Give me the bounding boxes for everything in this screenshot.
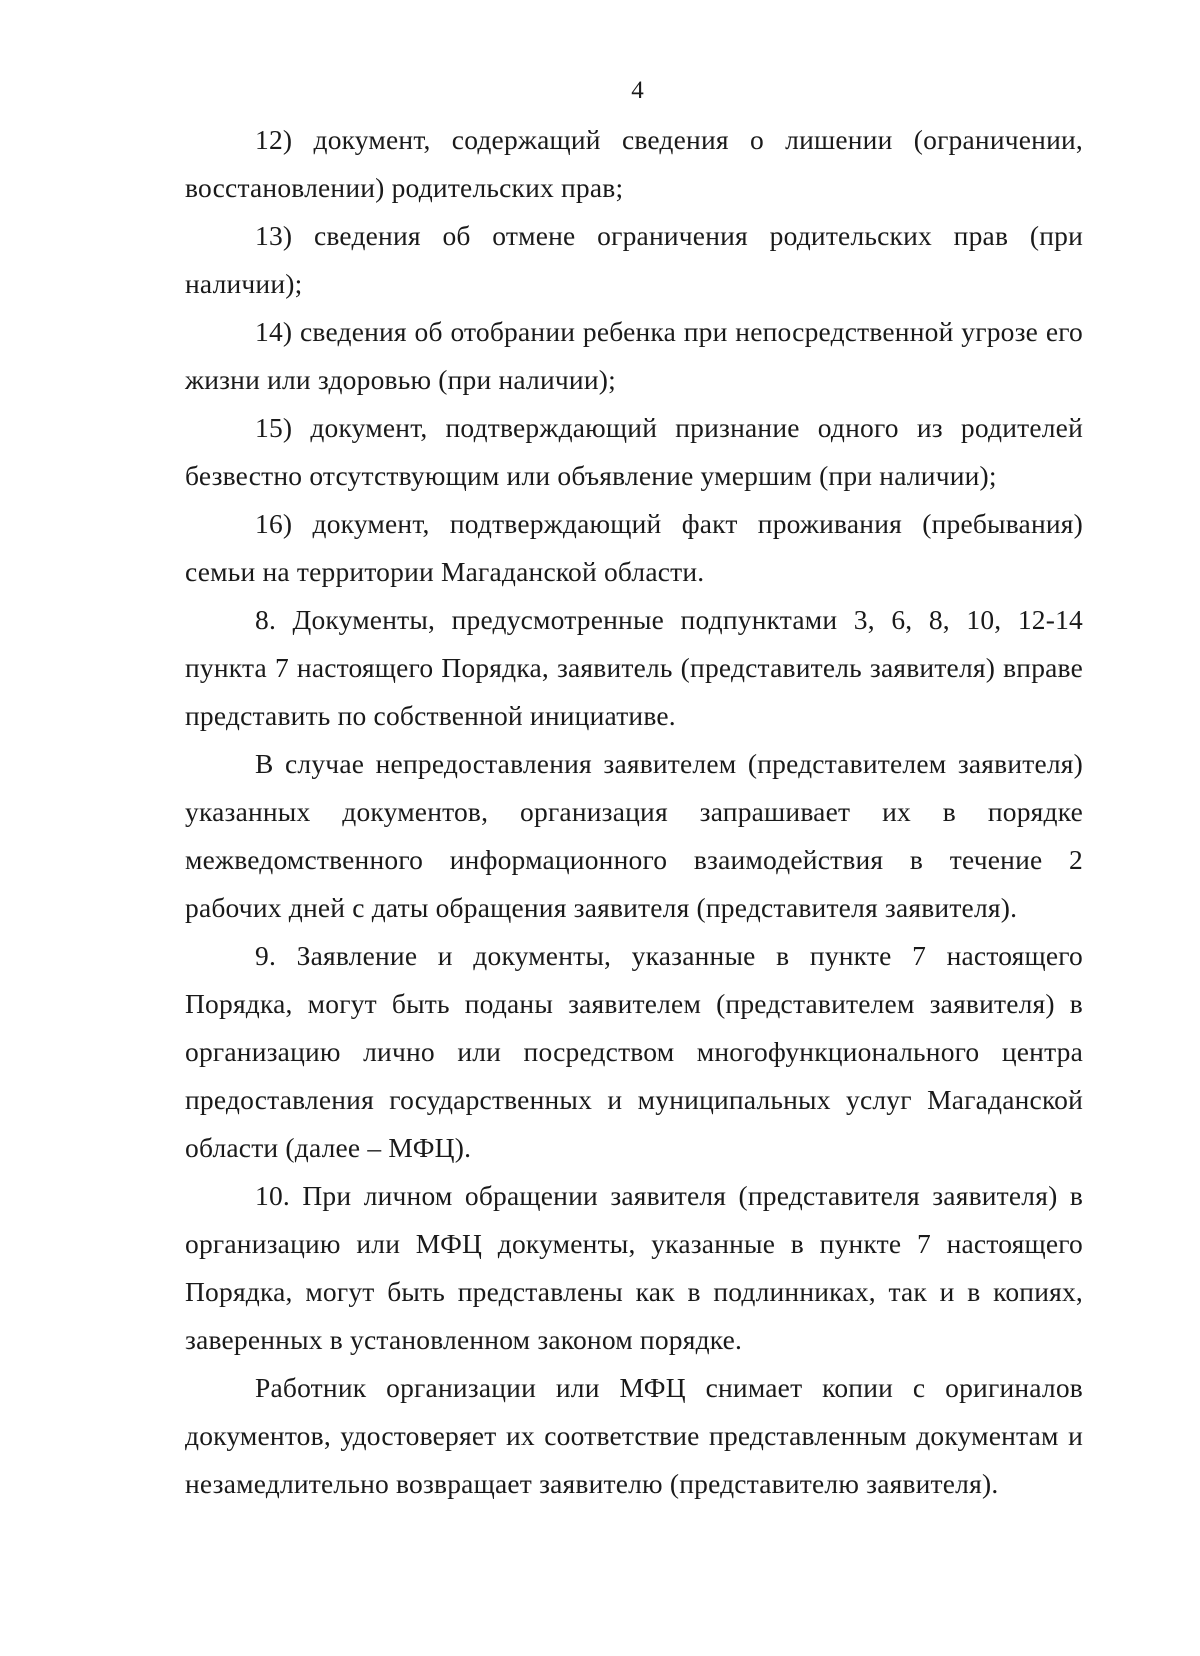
paragraph-clause-8: 8. Документы, предусмотренные подпунктами 3, 6, 8, 10, 12-14 пункта 7 настоящего Порядка, заявитель (представитель заявителя) вправе представить по собственной инициативе.: [185, 604, 1083, 731]
paragraph-item-16: 16) документ, подтверждающий факт проживания (пребывания) семьи на территории Магаданской области.: [185, 508, 1083, 587]
paragraph-item-12: 12) документ, содержащий сведения о лишении (ограничении, восстановлении) родительских прав;: [185, 124, 1083, 203]
paragraph-clause-10-continued: Работник организации или МФЦ снимает копии с оригиналов документов, удостоверяет их соответствие представленным документам и незамедлительно возвращает заявителю (представителю заявителя).: [185, 1372, 1083, 1499]
paragraph-item-13: 13) сведения об отмене ограничения родительских прав (при наличии);: [185, 220, 1083, 299]
page-number: 4: [631, 77, 644, 104]
paragraph-clause-8-continued: В случае непредоставления заявителем (представителем заявителя) указанных документов, организация запрашивает их в порядке межведомственного информационного взаимодействия в течение 2 рабочих дней с даты обращения заявителя (представителя заявителя).: [185, 748, 1083, 923]
paragraph-item-15: 15) документ, подтверждающий признание одного из родителей безвестно отсутствующим или объявление умершим (при наличии);: [185, 412, 1083, 491]
document-body: [185, 116, 1083, 1508]
paragraph-item-14: 14) сведения об отобрании ребенка при непосредственной угрозе его жизни или здоровью (при наличии);: [185, 316, 1083, 395]
paragraph-clause-9: 9. Заявление и документы, указанные в пункте 7 настоящего Порядка, могут быть поданы заявителем (представителем заявителя) в организацию лично или посредством многофункционального центра предоставления государственных и муниципальных услуг Магаданской области (далее – МФЦ).: [185, 940, 1083, 1163]
paragraph-clause-10: 10. При личном обращении заявителя (представителя заявителя) в организацию или МФЦ документы, указанные в пункте 7 настоящего Порядка, могут быть представлены как в подлинниках, так и в копиях, заверенных в установленном законом порядке.: [185, 1180, 1083, 1355]
